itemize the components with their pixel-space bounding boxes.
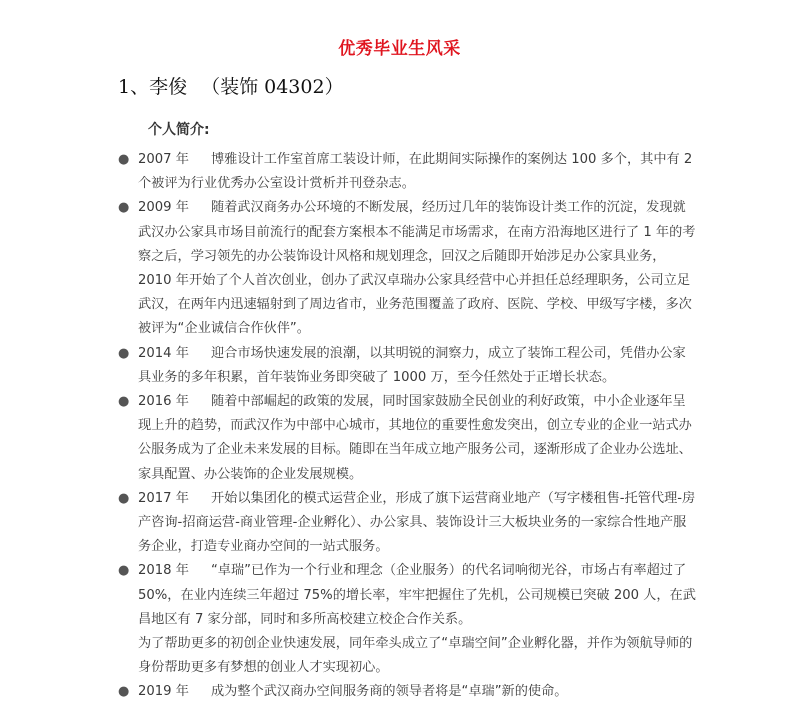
entry-year: 2016 年 — [138, 394, 189, 410]
bullet-icon: ● — [118, 563, 130, 579]
bullet-icon: ● — [118, 345, 130, 361]
timeline-entry — [118, 559, 698, 680]
entry-text: 成为整个武汉商办空间服务商的领导者将是“卓瑞”新的使命。 — [210, 684, 568, 700]
bullet-icon: ● — [118, 490, 130, 506]
entry-year: 2017 年 — [138, 490, 189, 506]
entry-year: 2014 年 — [138, 345, 189, 361]
timeline-entry — [118, 680, 698, 704]
bullet-icon: ● — [118, 152, 130, 167]
timeline-entry — [118, 342, 698, 390]
entry-text: 开始以集团化的模式运营企业，形成了旗下运营商业地产（写字楼租售-托管代理-房产咨询-招商运营-商业管理-企业孵化）、办公家具、装饰设计三大板块业务的一家综合性地产服务企业，打造专业商办空间的一站式服务。 — [138, 490, 696, 555]
timeline-entry — [118, 196, 698, 341]
entry-extra-text: 为了帮助更多的初创企业快速发展，同年牵头成立了“卓瑞空间”企业孵化器，并作为领航导师的身份帮助更多有梦想的创业人才实现初心。 — [138, 636, 693, 676]
timeline-entry — [118, 487, 698, 560]
timeline-entry — [118, 148, 698, 196]
timeline-entry — [118, 390, 698, 487]
entry-text: “卓瑞”已作为一个行业和理念（企业服务）的代名词响彻光谷，市场占有率超过了 50%，在业内连续三年超过 75%的增长率，牢牢把握住了先机，公司规模已突破 200 人，在武昌地区有 7 家分部，同时和多所高校建立校企合作关系。 — [138, 563, 696, 627]
section-heading: 个人简介: — [148, 122, 210, 138]
entry-year: 2009 年 — [138, 200, 189, 216]
entry-text: 博雅设计工作室首席工装设计师，在此期间实际操作的案例达 100 多个，其中有 2 个被评为行业优秀办公室设计赏析并刊登杂志。 — [138, 152, 693, 192]
person-class-code: （装饰 04302） — [201, 76, 344, 98]
page-title: 优秀毕业生风采 — [338, 39, 461, 59]
entry-text: 迎合市场快速发展的浪潮，以其明锐的洞察力，成立了装饰工程公司，凭借办公家具业务的多年积累，首年装饰业务即突破了 1000 万，至今任然处于正增长状态。 — [138, 345, 686, 385]
bullet-icon: ● — [118, 684, 130, 700]
person-heading — [118, 72, 344, 99]
bullet-icon: ● — [118, 200, 130, 216]
bullet-icon: ● — [118, 394, 130, 410]
entry-text: 随着中部崛起的政策的发展，同时国家鼓励全民创业的利好政策，中小企业逐年呈现上升的趋势，而武汉作为中部中心城市，其地位的重要性愈发突出，创立专业的企业一站式办公服务成为了企业未来发展的目标。随即在当年成立地产服务公司，逐渐形成了企业办公选址、家具配置、办公装饰的企业发展规模。 — [138, 394, 692, 482]
timeline-list — [118, 148, 698, 705]
entry-year: 2018 年 — [138, 563, 189, 579]
person-name: 1、李俊 — [118, 76, 188, 98]
entry-year: 2019 年 — [138, 684, 189, 700]
entry-year: 2007 年 — [138, 152, 189, 167]
entry-text: 随着武汉商务办公环境的不断发展，经历过几年的装饰设计类工作的沉淀，发现就武汉办公家具市场目前流行的配套方案根本不能满足市场需求，在南方沿海地区进行了 1 年的考察之后，学习领先的办公装饰设计风格和规划理念，回汉之后随即开始涉足办公家具业务， 2010 年开始了个人首次创业，创办了武汉卓瑞办公家具经营中心并担任总经理职务，公司立足武汉，在两年内迅速辐射到了周边省市，业务范围覆盖了政府、医院、学校、甲级写字楼，多次被评为“企业诚信合作伙伴”。 — [138, 200, 696, 337]
